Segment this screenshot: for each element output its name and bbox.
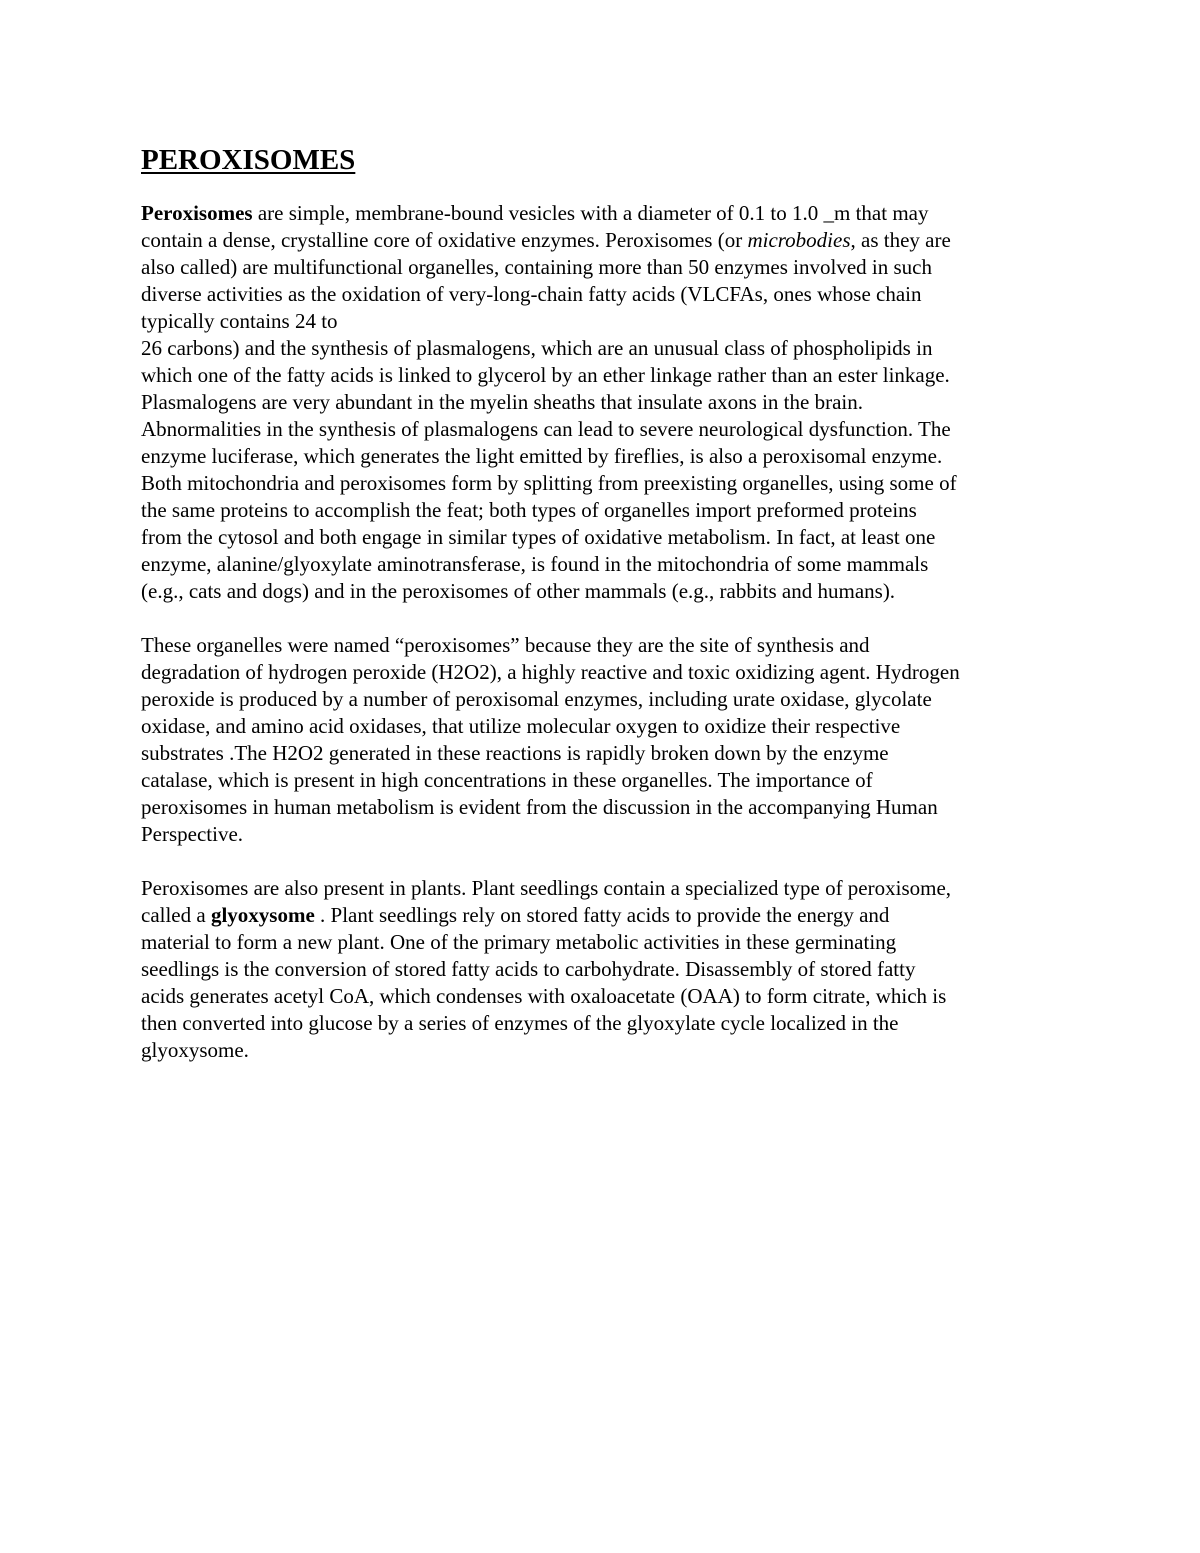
- document-title: PEROXISOMES: [141, 144, 356, 176]
- paragraph-line: degradation of hydrogen peroxide (H2O2), a highly reactive and toxic oxidizing agent. Hydrogen: [141, 660, 960, 684]
- paragraph-line: typically contains 24 to: [141, 309, 338, 333]
- document-page: [141, 140, 1071, 1091]
- paragraph-line: the same proteins to accomplish the feat; both types of organelles import preformed proteins: [141, 498, 917, 522]
- term-peroxisomes: Peroxisomes: [141, 201, 253, 225]
- paragraph-line: then converted into glucose by a series of enzymes of the glyoxylate cycle localized in the: [141, 1011, 899, 1035]
- paragraph-line: peroxisomes in human metabolism is evident from the discussion in the accompanying Human: [141, 795, 938, 819]
- paragraph-line: enzyme, alanine/glyoxylate aminotransferase, is found in the mitochondria of some mammals: [141, 552, 929, 576]
- paragraph-line: peroxide is produced by a number of peroxisomal enzymes, including urate oxidase, glycolate: [141, 687, 932, 711]
- paragraph-line: also called) are multifunctional organelles, containing more than 50 enzymes involved in such: [141, 255, 932, 279]
- paragraph-line: oxidase, and amino acid oxidases, that utilize molecular oxygen to oxidize their respective: [141, 714, 901, 738]
- paragraph-line: 26 carbons) and the synthesis of plasmalogens, which are an unusual class of phospholipids in: [141, 336, 933, 360]
- paragraph-line: material to form a new plant. One of the primary metabolic activities in these germinating: [141, 930, 897, 954]
- paragraph-line: Abnormalities in the synthesis of plasmalogens can lead to severe neurological dysfunction. The: [141, 417, 951, 441]
- paragraph-1: [141, 200, 1071, 605]
- paragraph-line: Both mitochondria and peroxisomes form by splitting from preexisting organelles, using some of: [141, 471, 957, 495]
- paragraph-line: catalase, which is present in high concentrations in these organelles. The importance of: [141, 768, 873, 792]
- paragraph-line: diverse activities as the oxidation of very-long-chain fatty acids (VLCFAs, ones whose chain: [141, 282, 922, 306]
- paragraph-line: enzyme luciferase, which generates the light emitted by fireflies, is also a peroxisomal enzyme.: [141, 444, 943, 468]
- paragraph-3: [141, 875, 1071, 1064]
- paragraph-line: (e.g., cats and dogs) and in the peroxisomes of other mammals (e.g., rabbits and humans).: [141, 579, 896, 603]
- paragraph-line: glyoxysome.: [141, 1038, 249, 1062]
- paragraph-line: These organelles were named “peroxisomes” because they are the site of synthesis and: [141, 633, 870, 657]
- paragraph-line: from the cytosol and both engage in similar types of oxidative metabolism. In fact, at least one: [141, 525, 936, 549]
- paragraph-2: [141, 632, 1071, 848]
- paragraph-line: contain a dense, crystalline core of oxidative enzymes. Peroxisomes (or microbodies, as they are: [141, 228, 951, 252]
- paragraph-line: Perspective.: [141, 822, 244, 846]
- term-glyoxysome: glyoxysome: [210, 903, 315, 927]
- paragraph-line: which one of the fatty acids is linked to glycerol by an ether linkage rather than an ester linkage.: [141, 363, 950, 387]
- paragraph-line: seedlings is the conversion of stored fatty acids to carbohydrate. Disassembly of stored fatty: [141, 957, 916, 981]
- paragraph-line: acids generates acetyl CoA, which condenses with oxaloacetate (OAA) to form citrate, which is: [141, 984, 947, 1008]
- paragraph-line: substrates .The H2O2 generated in these reactions is rapidly broken down by the enzyme: [141, 741, 889, 765]
- paragraph-line: Peroxisomes are simple, membrane-bound vesicles with a diameter of 0.1 to 1.0 _m that may: [141, 201, 929, 225]
- term-microbodies: microbodies: [747, 228, 851, 252]
- paragraph-line: Plasmalogens are very abundant in the myelin sheaths that insulate axons in the brain.: [141, 390, 863, 414]
- paragraph-line: Peroxisomes are also present in plants. Plant seedlings contain a specialized type of peroxisome,: [141, 876, 952, 900]
- paragraph-line: called a glyoxysome . Plant seedlings rely on stored fatty acids to provide the energy and: [141, 903, 890, 927]
